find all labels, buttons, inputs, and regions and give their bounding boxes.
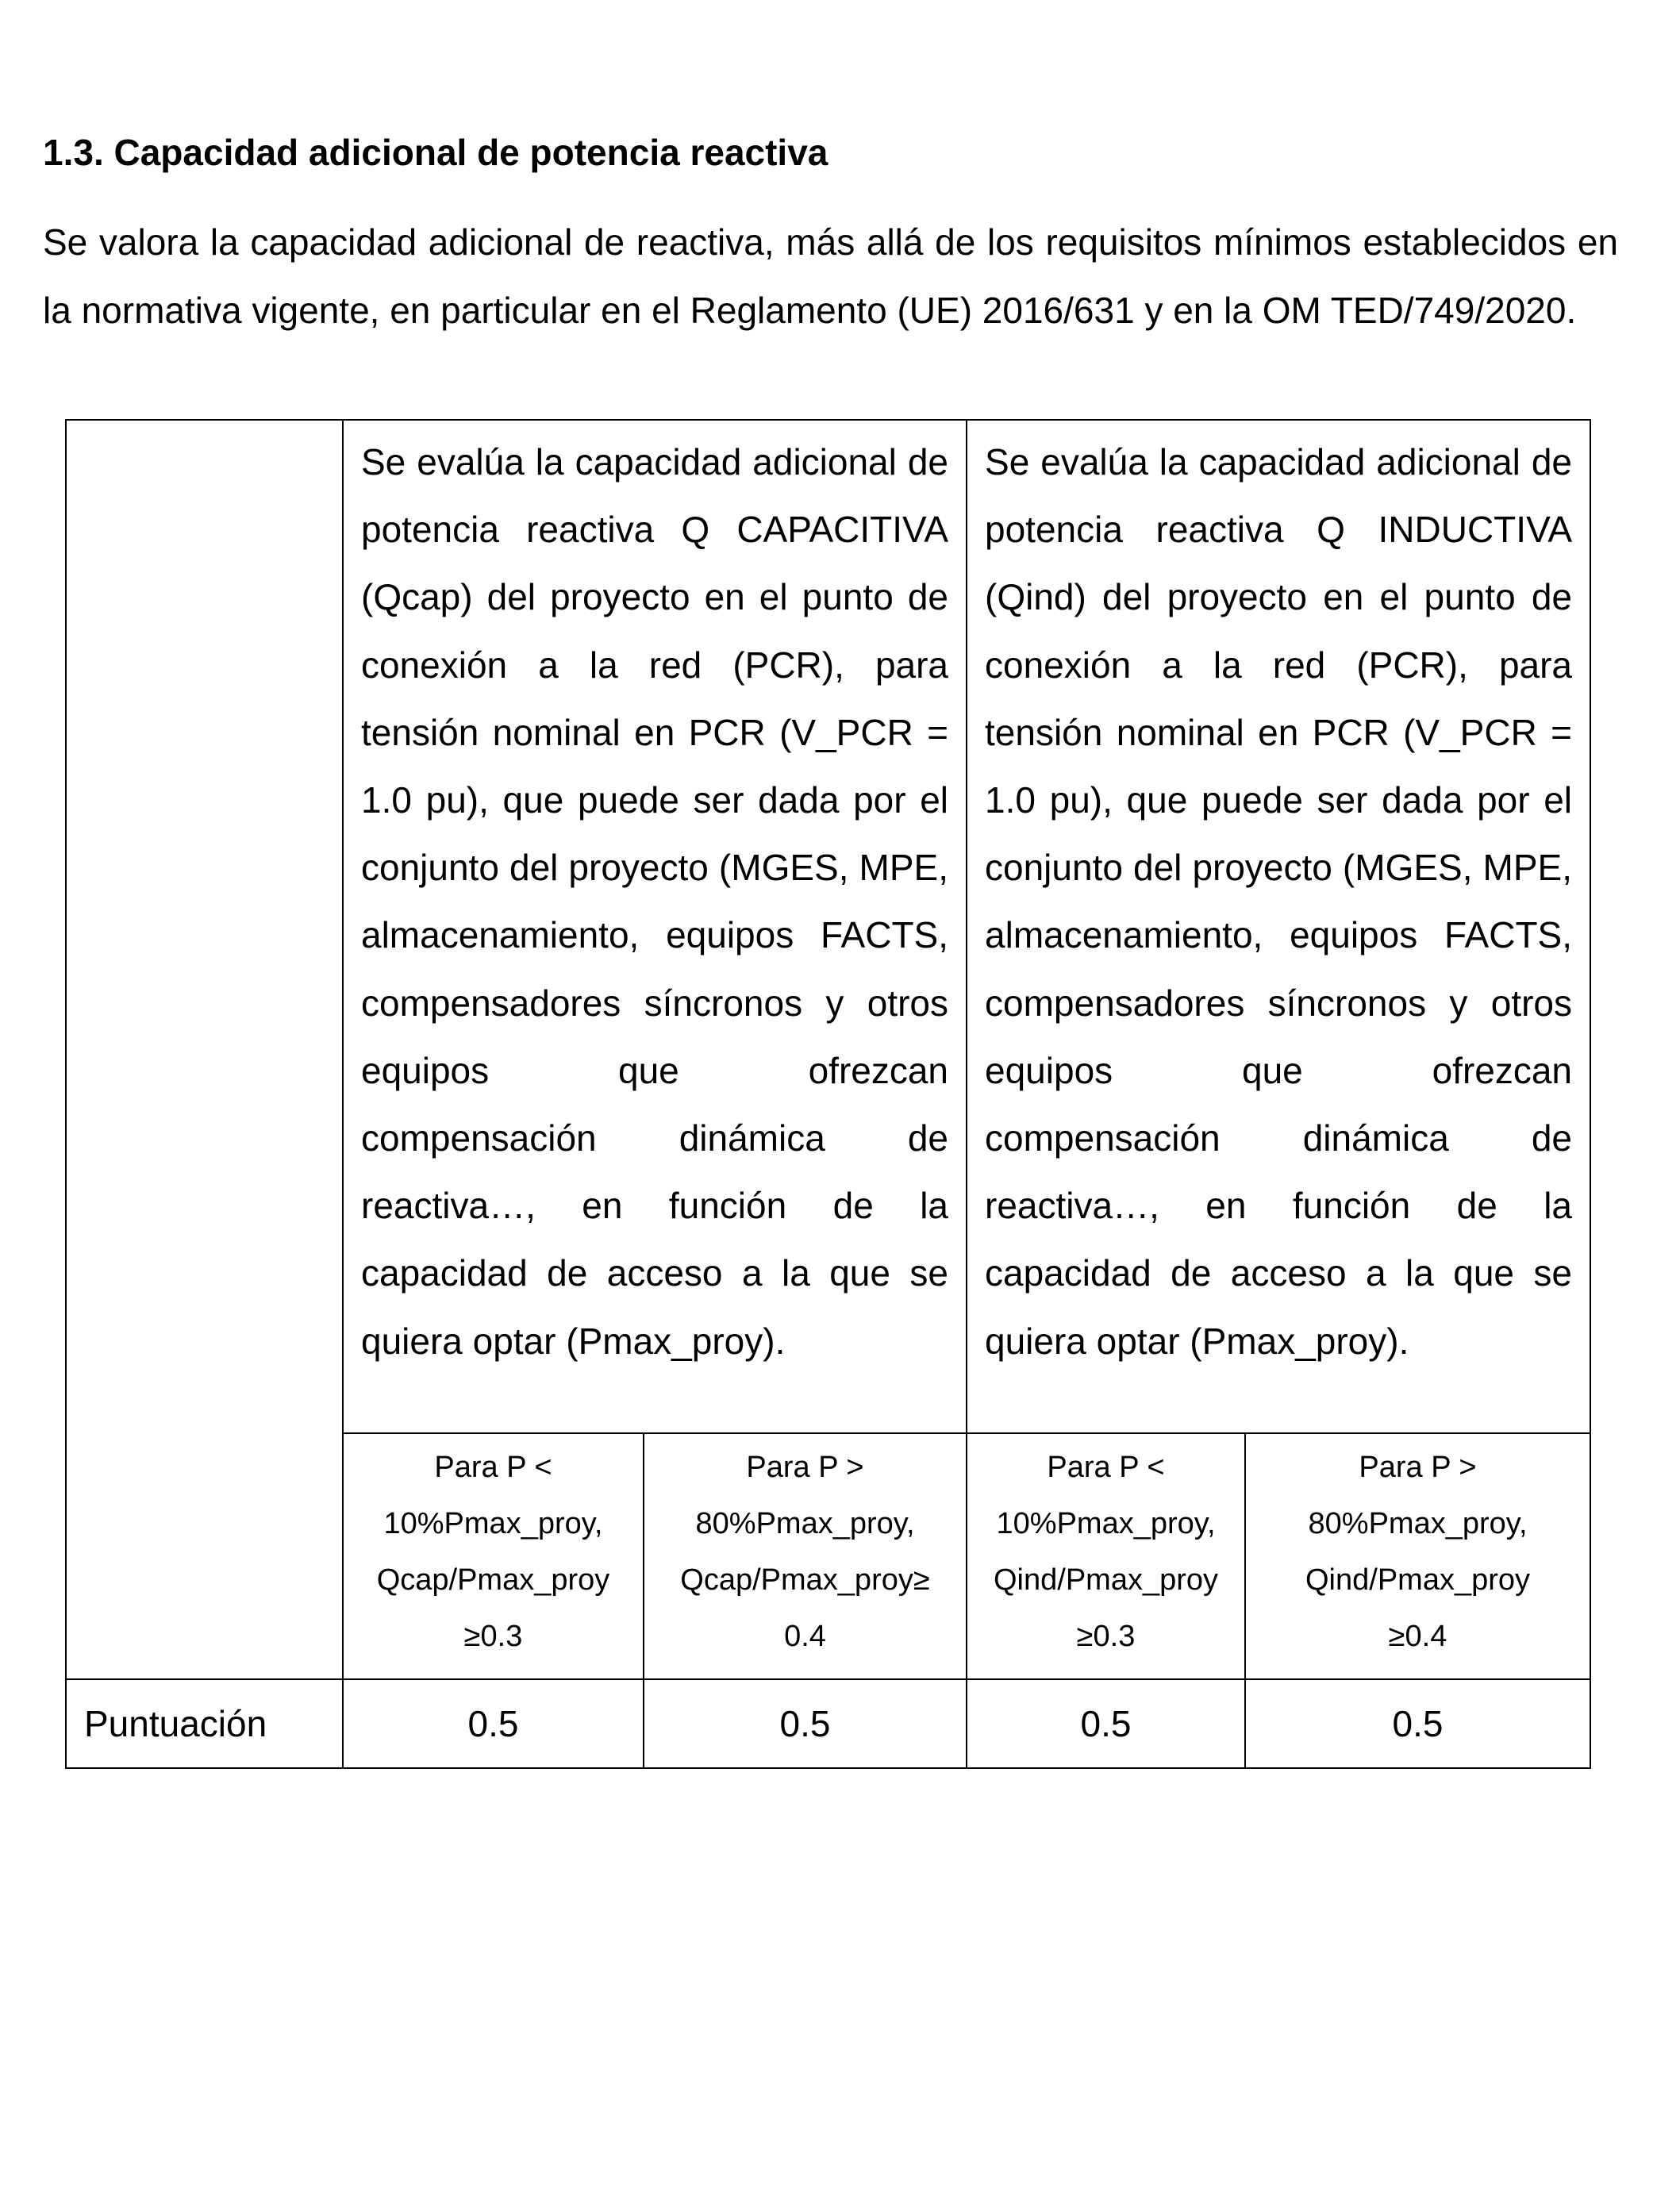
reactive-power-criteria-table — [65, 419, 1591, 1769]
condition-line: Qind/Pmax_proy — [994, 1563, 1219, 1597]
condition-line: Para P < — [434, 1451, 552, 1484]
condition-line: Qcap/Pmax_proy — [376, 1563, 610, 1597]
condition-line: Para P > — [746, 1451, 864, 1484]
condition-line: ≥0.3 — [463, 1620, 523, 1653]
condition-cell-qind-low — [967, 1433, 1245, 1679]
description-row — [66, 420, 1590, 1433]
condition-line: Para P < — [1047, 1451, 1165, 1484]
condition-line: ≥0.4 — [1388, 1620, 1447, 1653]
condition-line: 0.4 — [784, 1620, 826, 1653]
condition-line: 10%Pmax_proy, — [996, 1507, 1216, 1540]
section-heading: 1.3. Capacidad adicional de potencia reactiva — [43, 132, 828, 173]
condition-line: Para P > — [1359, 1451, 1477, 1484]
inductiva-description-cell: Se evalúa la capacidad adicional de potencia reactiva Q INDUCTIVA (Qind) del proyecto en el punto de conexión a la red (PCR), para tensión nominal en PCR (V_PCR = 1.0 pu), que puede ser dada por el conjunto del proyecto (MGES, MPE, almacenamiento, equipos FACTS, compensadores síncronos y otros equipos que ofrezcan compensación dinámica de reactiva…, en función de la capacidad de acceso a la que se quiera optar (Pmax_proy). — [967, 420, 1590, 1433]
condition-line: 80%Pmax_proy, — [695, 1507, 915, 1540]
score-row — [66, 1679, 1590, 1768]
condition-line: Qind/Pmax_proy — [1305, 1563, 1531, 1597]
empty-corner-cell — [66, 420, 343, 1679]
capacitiva-description-cell: Se evalúa la capacidad adicional de potencia reactiva Q CAPACITIVA (Qcap) del proyecto en el punto de conexión a la red (PCR), para tensión nominal en PCR (V_PCR = 1.0 pu), que puede ser dada por el conjunto del proyecto (MGES, MPE, almacenamiento, equipos FACTS, compensadores síncronos y otros equipos que ofrezcan compensación dinámica de reactiva…, en función de la capacidad de acceso a la que se quiera optar (Pmax_proy). — [343, 420, 967, 1433]
condition-cell-qind-high — [1245, 1433, 1590, 1679]
intro-paragraph: Se valora la capacidad adicional de reactiva, más allá de los requisitos mínimos establecidos en la normativa vigente, en particular en el Reglamento (UE) 2016/631 y en la OM TED/749/2020. — [43, 221, 1618, 331]
condition-line: 80%Pmax_proy, — [1308, 1507, 1528, 1540]
score-value-cell: 0.5 — [644, 1679, 967, 1768]
condition-line: 10%Pmax_proy, — [383, 1507, 603, 1540]
condition-line: ≥0.3 — [1076, 1620, 1136, 1653]
condition-cell-qcap-high — [644, 1433, 967, 1679]
condition-line: Qcap/Pmax_proy≥ — [680, 1563, 930, 1597]
score-label-cell: Puntuación — [66, 1679, 343, 1768]
score-value-cell: 0.5 — [967, 1679, 1245, 1768]
condition-cell-qcap-low — [343, 1433, 644, 1679]
score-value-cell: 0.5 — [343, 1679, 644, 1768]
score-value-cell: 0.5 — [1245, 1679, 1590, 1768]
